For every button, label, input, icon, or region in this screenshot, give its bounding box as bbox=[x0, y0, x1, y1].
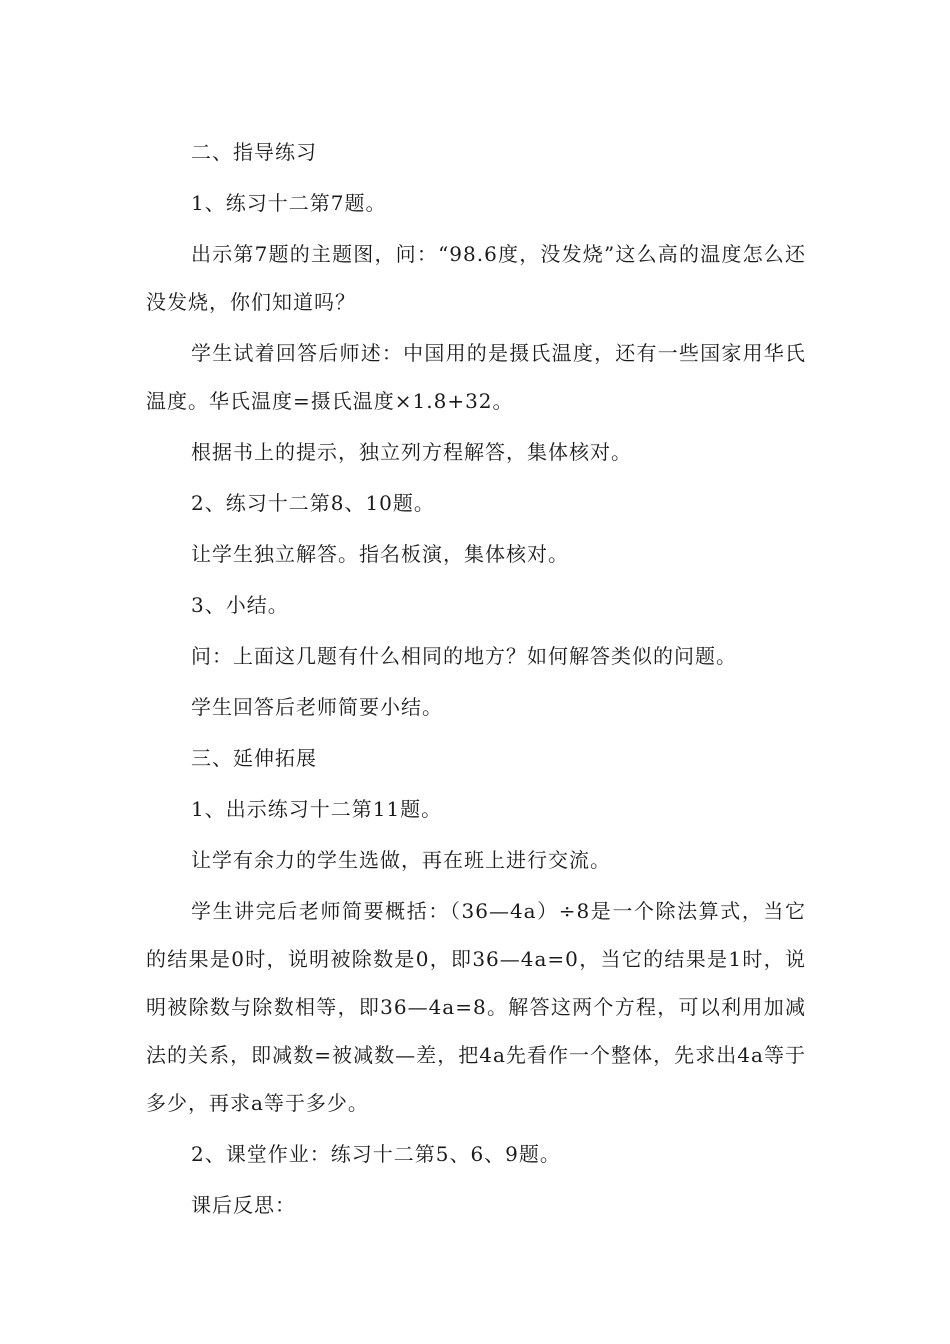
exercise-item: 1、练习十二第7题。 bbox=[191, 191, 387, 215]
section-heading-extension: 三、延伸拓展 bbox=[191, 746, 317, 770]
paragraph: 学生讲完后老师简要概括：（36—4a）÷8是一个除法算式，当它的结果是0时，说明被除数是0，即36—4a=0，当它的结果是1时，说明被除数与除数相等，即36—4a=8。解答这两个方程，可以利用加减法的关系，即减数=被减数—差，把4a先看作一个整体，先求出4a等于多少，再求a等于多少。 bbox=[146, 899, 806, 1115]
paragraph: 让学有余力的学生选做，再在班上进行交流。 bbox=[191, 848, 611, 872]
paragraph: 出示第7题的主题图，问：“98.6度，没发烧”这么高的温度怎么还没发烧，你们知道吗？ bbox=[146, 242, 806, 314]
exercise-item: 2、练习十二第8、10题。 bbox=[191, 491, 435, 515]
section-heading-guided-practice: 二、指导练习 bbox=[191, 140, 317, 164]
paragraph: 根据书上的提示，独立列方程解答，集体核对。 bbox=[191, 440, 632, 464]
exercise-item: 1、出示练习十二第11题。 bbox=[191, 797, 443, 821]
document-body bbox=[146, 128, 806, 1232]
exercise-item: 3、小结。 bbox=[191, 593, 289, 617]
exercise-item: 2、课堂作业：练习十二第5、6、9题。 bbox=[191, 1142, 561, 1166]
reflection-heading: 课后反思： bbox=[191, 1193, 296, 1217]
paragraph: 学生回答后老师简要小结。 bbox=[191, 695, 443, 719]
paragraph: 问：上面这几题有什么相同的地方？如何解答类似的问题。 bbox=[191, 644, 737, 668]
paragraph: 让学生独立解答。指名板演，集体核对。 bbox=[191, 542, 569, 566]
paragraph: 学生试着回答后师述：中国用的是摄氏温度，还有一些国家用华氏温度。华氏温度=摄氏温度×1.8+32。 bbox=[146, 341, 806, 413]
